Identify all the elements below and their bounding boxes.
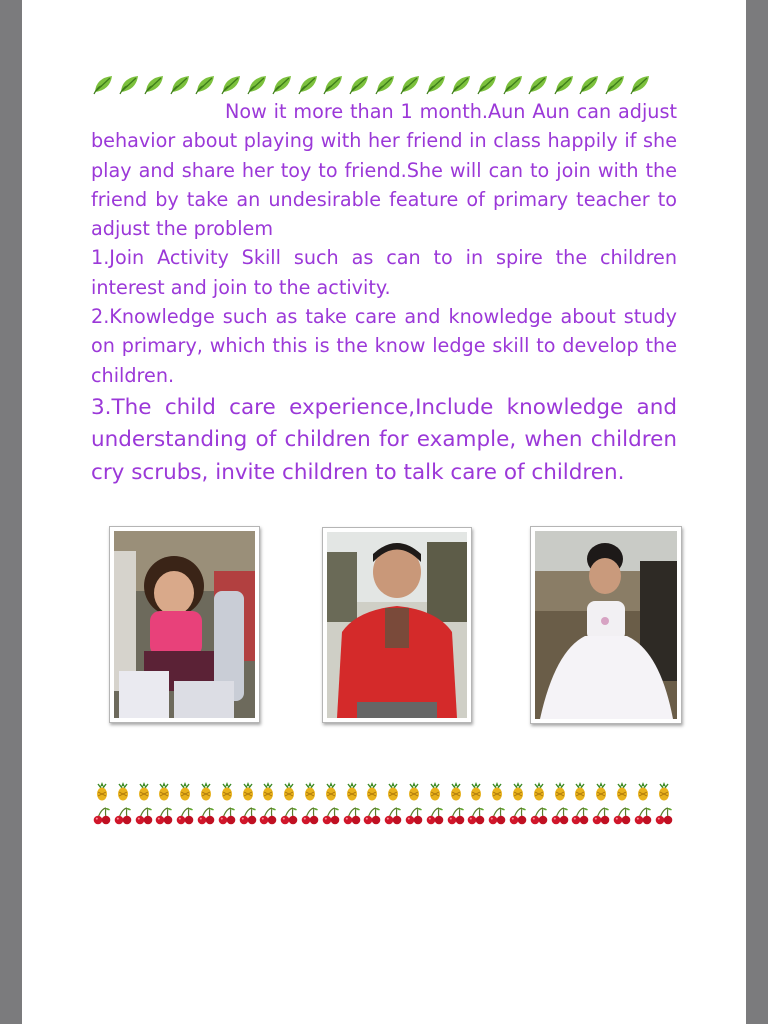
leaf-icon bbox=[118, 72, 144, 98]
intro-paragraph: Now it more than 1 month.Aun Aun can adjust behavior about playing with her friend in class happily if she play and share her toy to friend.She will can to join with the friend by take an undesirable feature of primary teacher to adjust the problem bbox=[91, 100, 677, 241]
cherry-icon bbox=[612, 806, 633, 828]
pineapple-icon bbox=[342, 781, 363, 803]
cherry-icon bbox=[466, 806, 487, 828]
pineapple-icon bbox=[238, 781, 259, 803]
leaf-border-row bbox=[92, 72, 657, 98]
cherry-icon bbox=[258, 806, 279, 828]
cherry-icon bbox=[362, 806, 383, 828]
cherry-icon bbox=[529, 806, 550, 828]
document-body bbox=[91, 97, 677, 489]
point-3-paragraph: 3.The child care experience,Include knowledge and understanding of children for example, when children cry scrubs, invite children to talk care of children. bbox=[91, 394, 677, 485]
leaf-icon bbox=[629, 72, 655, 98]
pineapple-icon bbox=[258, 781, 279, 803]
pineapple-icon bbox=[92, 781, 113, 803]
cherry-icon bbox=[217, 806, 238, 828]
cherry-icon bbox=[92, 806, 113, 828]
leaf-icon bbox=[425, 72, 451, 98]
cherry-icon bbox=[633, 806, 654, 828]
pineapple-icon bbox=[300, 781, 321, 803]
leaf-icon bbox=[143, 72, 169, 98]
point-1-paragraph: 1.Join Activity Skill such as can to in spire the children interest and join to the activity. bbox=[91, 246, 677, 299]
leaf-icon bbox=[297, 72, 323, 98]
cherry-icon bbox=[654, 806, 675, 828]
pineapple-icon bbox=[113, 781, 134, 803]
leaf-icon bbox=[194, 72, 220, 98]
leaf-icon bbox=[578, 72, 604, 98]
pineapple-icon bbox=[321, 781, 342, 803]
girl-in-white-dress-photo bbox=[530, 526, 682, 724]
leaf-icon bbox=[476, 72, 502, 98]
leaf-icon bbox=[527, 72, 553, 98]
pineapple-icon bbox=[175, 781, 196, 803]
pineapple-icon bbox=[466, 781, 487, 803]
cherry-icon bbox=[154, 806, 175, 828]
pineapple-icon bbox=[279, 781, 300, 803]
pineapple-icon bbox=[654, 781, 675, 803]
leaf-icon bbox=[92, 72, 118, 98]
leaf-icon bbox=[220, 72, 246, 98]
cherry-icon bbox=[279, 806, 300, 828]
cherry-icon bbox=[238, 806, 259, 828]
pineapple-icon bbox=[383, 781, 404, 803]
leaf-icon bbox=[553, 72, 579, 98]
point-2-paragraph: 2.Knowledge such as take care and knowledge about study on primary, which this is the know ledge skill to develop the children. bbox=[91, 305, 677, 387]
leaf-icon bbox=[502, 72, 528, 98]
pineapple-icon bbox=[508, 781, 529, 803]
cherry-icon bbox=[425, 806, 446, 828]
pineapple-icon bbox=[196, 781, 217, 803]
pineapple-icon bbox=[633, 781, 654, 803]
cherry-icon bbox=[383, 806, 404, 828]
pineapple-icon bbox=[612, 781, 633, 803]
leaf-icon bbox=[348, 72, 374, 98]
pineapple-icon bbox=[446, 781, 467, 803]
leaf-icon bbox=[271, 72, 297, 98]
leaf-icon bbox=[450, 72, 476, 98]
pineapple-icon bbox=[425, 781, 446, 803]
girl-in-pink-photo bbox=[109, 526, 260, 723]
cherry-icon bbox=[113, 806, 134, 828]
pineapple-icon bbox=[487, 781, 508, 803]
leaf-icon bbox=[169, 72, 195, 98]
pineapple-icon bbox=[570, 781, 591, 803]
cherry-icon bbox=[175, 806, 196, 828]
cherry-border-row bbox=[92, 806, 677, 828]
cherry-icon bbox=[300, 806, 321, 828]
cherry-icon bbox=[508, 806, 529, 828]
pineapple-icon bbox=[591, 781, 612, 803]
leaf-icon bbox=[399, 72, 425, 98]
cherry-icon bbox=[196, 806, 217, 828]
cherry-icon bbox=[550, 806, 571, 828]
cherry-icon bbox=[321, 806, 342, 828]
pineapple-icon bbox=[134, 781, 155, 803]
cherry-icon bbox=[570, 806, 591, 828]
cherry-icon bbox=[342, 806, 363, 828]
pineapple-icon bbox=[217, 781, 238, 803]
leaf-icon bbox=[604, 72, 630, 98]
pineapple-icon bbox=[529, 781, 550, 803]
cherry-icon bbox=[487, 806, 508, 828]
leaf-icon bbox=[322, 72, 348, 98]
leaf-icon bbox=[246, 72, 272, 98]
cherry-icon bbox=[446, 806, 467, 828]
pineapple-icon bbox=[154, 781, 175, 803]
pineapple-icon bbox=[362, 781, 383, 803]
pineapple-icon bbox=[404, 781, 425, 803]
pineapple-icon bbox=[550, 781, 571, 803]
cherry-icon bbox=[591, 806, 612, 828]
cherry-icon bbox=[134, 806, 155, 828]
cherry-icon bbox=[404, 806, 425, 828]
pineapple-border-row bbox=[92, 781, 677, 803]
leaf-icon bbox=[374, 72, 400, 98]
boy-in-red-shirt-photo bbox=[322, 527, 472, 723]
